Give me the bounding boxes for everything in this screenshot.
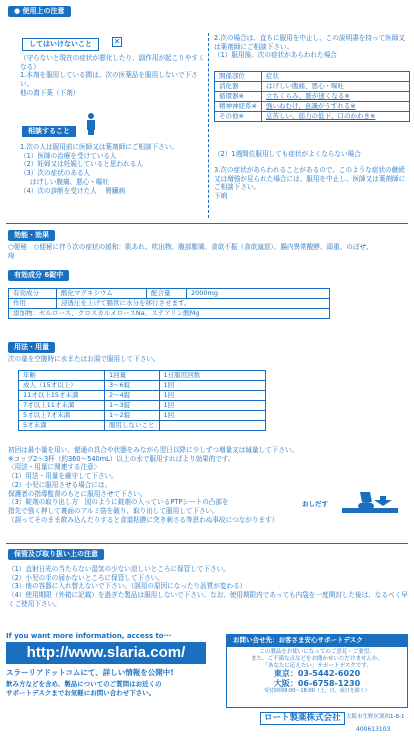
ingredients-table <box>8 288 330 319</box>
symptom-header-cell: 関係部位 <box>215 72 262 82</box>
precautions-header-text: 使用上の注意 <box>22 7 65 15</box>
consult-list <box>20 143 210 195</box>
dose-cell: 3〜6錠 <box>105 381 160 391</box>
storage-header: 保管及び取り扱い上の注意 <box>8 549 104 560</box>
storage-item: （3）他の容器に入れ替えないで下さい。（誤用の原因になったり品質が変わる） <box>8 582 247 591</box>
prohibited-icon: ✕ <box>113 37 121 46</box>
symptom-text: 息苦しい、筋力の低下、口のかわき※ <box>261 112 409 122</box>
age-cell: 成人（15才以上） <box>19 381 105 391</box>
symptom-header-cell: 症状 <box>261 72 409 82</box>
amount-value: 2000mg <box>187 289 330 299</box>
precautions-header: ● 使用上の注意 <box>8 6 71 17</box>
divider <box>6 223 408 224</box>
contact-osaka: 大阪：06-6758-1230 <box>273 678 361 688</box>
times-cell: 1回 <box>159 381 266 391</box>
promo-lead: If you want more information, access to··· <box>6 632 172 640</box>
table-row <box>215 92 410 102</box>
dose-cell: 1〜3錠 <box>105 401 160 411</box>
dosage-table-header <box>19 371 266 381</box>
table-row <box>215 112 410 122</box>
table-row <box>19 421 266 431</box>
push-label: おしだす <box>302 500 328 508</box>
right-item3: 3.次の症状があらわれることがあるので、このような症状の継続又は増強が見られた場合には、服用を中止し、医師又は薬剤師にご相談下さい。 下痢 <box>214 166 406 201</box>
consult-label: 相談すること <box>22 126 76 137</box>
efficacy-text: ○便秘 ○便秘に伴う次の症状の緩和：肌あれ、吹出物、腹部膨満、食欲不振（食欲減退）、腸内異常醗酵、頭重、のぼせ、痔 <box>8 243 373 260</box>
times-cell: 1回 <box>159 401 266 411</box>
column-divider <box>208 33 209 218</box>
company-address: 大阪市生野区巽西1-8-1 <box>346 714 405 720</box>
symptom-part: 精神神経系※ <box>215 102 262 112</box>
storage-item: （4）使用期限（外箱に記載）を過ぎた製品は服用しないで下さい。なお、使用期限内であっても内袋を一度開封した後は、なるべく早くご使用下さい。 <box>8 591 408 608</box>
company-logo: ロート製薬株式会社 <box>260 712 345 725</box>
contact-hours: 受付時間9:00〜18:00（土、日、祝日を除く） <box>264 687 370 694</box>
dosage-notes: 初回は最小量を用い、便通の具合や状態をみながら翌日以降に少しずつ増量又は減量して下さい。 ※コップ2〜3杯（約360〜540mL）以上の水で服用すればより効果的です。 〈用法・用量に関連する注意〉 （1）用法・用量を厳守して下さい。 （2）小児に服用させる場合には、 保護者の指導監督のもとに服用させて下さい。 （3）錠剤の取り出し方 図のように錠剤の入っているPTPシートの凸部を 指先で強く押して裏面のアルミ箔を破り、取り出して服用して下さい。 （誤ってそのまま飲み込んだりすると食道粘膜に突き刺さる等思わぬ事故につながります） <box>8 446 299 524</box>
right-item2: （2）1週間位服用しても症状がよくならない場合 <box>214 150 361 158</box>
table-row <box>19 381 266 391</box>
times-cell <box>159 421 266 431</box>
age-cell: 11才以上15才未満 <box>19 391 105 401</box>
dosage-header-cell: 年齢 <box>19 371 105 381</box>
symptom-part: 循環器※ <box>215 92 262 102</box>
times-cell: 1回 <box>159 391 266 401</box>
consult-item: 1.次の人は服用前に医師又は薬剤師にご相談下さい。 <box>20 143 178 151</box>
ingredients-header: 有効成分 6錠中 <box>8 270 69 281</box>
times-cell: 1回 <box>159 411 266 421</box>
table-row <box>9 309 330 319</box>
ingredient-name: 酸化マグネシウム <box>57 289 147 299</box>
dose-cell: 2〜4錠 <box>105 391 160 401</box>
action-text: 浸透圧を上げて腸管に水分を移行させます。 <box>57 299 330 309</box>
symptom-text: 立ちくらみ、脈が速くなる※ <box>261 92 409 102</box>
symptom-table-header <box>215 72 410 82</box>
age-cell: 5才以上7才未満 <box>19 411 105 421</box>
dosage-table <box>18 370 266 431</box>
table-row <box>9 289 330 299</box>
table-row <box>215 102 410 112</box>
dont-label: してはいけないこと <box>22 38 99 51</box>
dose-cell: 1〜2錠 <box>105 411 160 421</box>
dosage-header: 用法・用量 <box>8 342 55 353</box>
age-cell: 7才以上11才未満 <box>19 401 105 411</box>
amount-label: 配合量 <box>147 289 187 299</box>
contact-title: お問い合せ先：お客さま安心サポートデスク <box>227 635 407 647</box>
promo-line1: スラーリアドットコムにて、詳しい情報を公開中! <box>6 668 174 677</box>
consult-person-icon <box>84 112 98 136</box>
dose-cell: 服用しないこと <box>105 421 160 431</box>
table-row <box>19 391 266 401</box>
promo-line2: 飲み方などを含め、製品についてのご質問はお近くの サポートデスクまでお気軽にお問い合わせ下さい。 <box>6 680 162 697</box>
dosage-intro: 次の量を空腹時に水またはお湯で服用して下さい。 <box>8 355 160 363</box>
table-row <box>19 411 266 421</box>
right-intro: 2.次の場合は、直ちに服用を中止し、この説明書を持って医師又は薬剤師にご相談下さい。 （1）服用後、次の症状があらわれた場合 <box>214 34 405 60</box>
table-row <box>19 401 266 411</box>
storage-list <box>8 565 408 609</box>
dosage-header-cell: 1回量 <box>105 371 160 381</box>
age-cell: 5才未満 <box>19 421 105 431</box>
table-row <box>215 82 410 92</box>
contact-desc: この製品をお使いになってのご意見・ご要望、 また、ご不満な点などをお聞かせいただけませんか。 「あなたに応えたい」サポートデスクです。 <box>250 648 383 669</box>
additives-text: 添加物：セルロース、クロスカルメロースNa、ステアリン酸Mg <box>9 309 330 319</box>
action-label: 作用 <box>9 299 57 309</box>
storage-item: （1）直射日光の当たらない湿気の少ない涼しいところに保管して下さい。 <box>8 565 230 573</box>
divider <box>6 543 408 544</box>
contact-box <box>226 634 408 708</box>
ptp-push-icon <box>340 490 400 520</box>
consult-item: （2）妊婦又は妊娠していると思われる人 <box>20 160 143 169</box>
efficacy-header: 効能・効果 <box>8 230 55 241</box>
consult-item: はげしい腹痛、悪心・嘔吐 <box>30 177 110 186</box>
table-row <box>9 299 330 309</box>
storage-item: （2）小児の手の届かないところに保管して下さい。 <box>8 573 164 582</box>
promo-url[interactable]: http://www.slaria.com/ <box>6 642 206 664</box>
consult-item: （4）次の診断を受けた人 腎臓病 <box>20 186 126 195</box>
symptom-part: その他※ <box>215 112 262 122</box>
consult-item: （1）医師の治療を受けている人 <box>20 151 117 160</box>
dont-text: （守らないと現在の症状が悪化したり、副作用が起こりやすくなる） 1.本剤を服用している間は、次の医薬品を服用しないで下さい。 他の瀉下薬（下剤） <box>20 54 205 97</box>
contact-tokyo: 東京：03-5442-6020 <box>273 669 361 679</box>
ingredient-label: 有効成分 <box>9 289 57 299</box>
product-code: 400613103 <box>356 726 391 733</box>
symptom-text: 強いねむけ、意識がうすれる※ <box>261 102 409 112</box>
symptom-text: はげしい腹痛、悪心・嘔吐 <box>261 82 409 92</box>
dosage-header-cell: 1日服用回数 <box>159 371 266 381</box>
consult-item: （3）次の症状のある人 <box>20 169 91 178</box>
symptom-part: 消化器 <box>215 82 262 92</box>
symptom-table <box>214 71 410 122</box>
